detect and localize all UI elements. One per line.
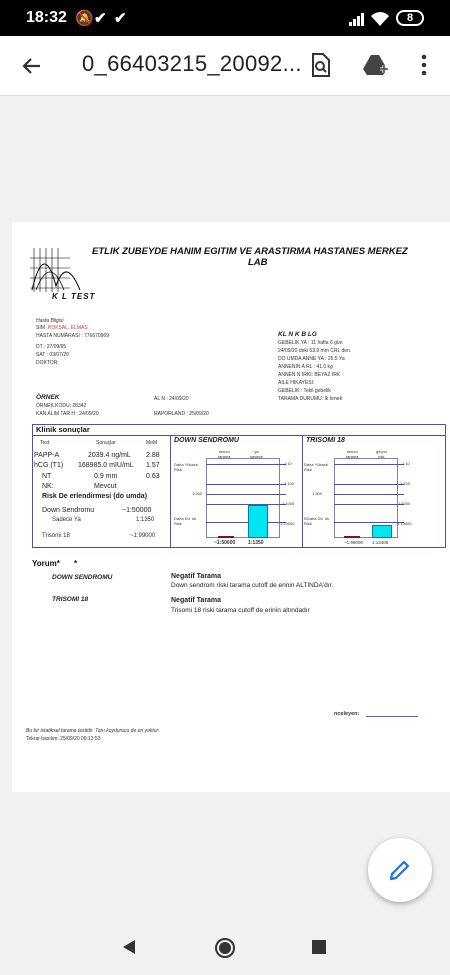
trisomy-tick-line <box>334 484 404 485</box>
down-chart-low-risk: Daha Dü ük Risk <box>174 516 197 526</box>
clinic-row: 24/09/20 deki 53.9 mm CRL den. <box>278 348 352 354</box>
signal-icon <box>348 12 366 26</box>
down-chart-high-risk: Daha Yüksek Risk <box>174 462 198 472</box>
down-age-bar <box>248 505 268 538</box>
battery-level: 8 <box>406 12 414 24</box>
results-divider-v1 <box>170 435 171 548</box>
system-nav-bar <box>0 920 450 975</box>
patient-name: KOKSAL, ELMAS <box>48 325 88 331</box>
trisomy-bottom-serum: ~1:99000 <box>344 540 363 545</box>
patient-sat: SAT : 03/07/20 <box>36 352 69 358</box>
comment-star: * <box>74 559 78 568</box>
clinic-row: TARAMA DURUMU: lk örnek <box>278 396 343 402</box>
trisomy-tick-line <box>334 494 404 495</box>
trisomy-tick: 1:300 <box>312 491 323 496</box>
result-test: hCG (T1) <box>34 462 64 469</box>
patient-heading: Hasta Bilgisi <box>36 318 64 324</box>
results-heading: Klinik sonuçlar <box>36 425 90 434</box>
down-tick-line <box>206 494 286 495</box>
down-risk-label: Down Sendromu <box>42 507 95 514</box>
patient-doctor: DOKTOR: <box>36 360 59 366</box>
footer-note: Bu bir istatiksel tarama testidir. Tanı koydurucu de eri yoktur. <box>26 728 160 734</box>
printed-at: Tekrar basılım: 25/09/20 09:13:53 <box>26 736 101 742</box>
result-mom: 0.63 <box>146 473 160 480</box>
logo-text: K L TEST <box>52 292 96 301</box>
pencil-icon <box>388 858 412 882</box>
download-done-icon: ✔ <box>94 10 107 27</box>
down-risk-value: ~1:50000 <box>122 507 152 514</box>
trisomy-chart-col1: serum tarama <box>346 449 359 459</box>
result-mom: 2.88 <box>146 452 160 459</box>
trisomy-tick: 1:1000 <box>398 501 411 506</box>
trisomy-chart-high-risk: Daha Yüksek Risk <box>304 462 328 472</box>
age-risk-label: Sadece Ya <box>52 517 81 523</box>
down-chart-col1: serum tarama <box>218 449 231 459</box>
down-bottom-age: 1:1350 <box>248 540 264 546</box>
trisomy-chart-col2: geçmi risk <box>376 449 387 459</box>
result-test: NK: <box>42 483 54 490</box>
trisomy-risk-label: Trisomi 18 <box>42 533 70 539</box>
down-tick: 1:10000 <box>280 521 295 526</box>
app-toolbar <box>0 36 450 96</box>
clinic-row: GEBELIK : Tekil gebelik <box>278 388 331 394</box>
down-tick-line <box>206 464 286 465</box>
reviewer-signature-line <box>366 716 418 717</box>
wifi-icon <box>370 11 390 27</box>
down-tick: 1:100 <box>284 481 295 486</box>
nav-back-icon[interactable] <box>120 938 138 956</box>
result-value: 0.9 mm <box>94 473 118 480</box>
patient-dt: DT : 27/09/95 <box>36 344 67 350</box>
down-tick-line <box>206 522 286 523</box>
trisomy-chart-low-risk: DDaha Dü ük Risk <box>304 516 330 526</box>
down-tick: 1:10 <box>284 461 292 466</box>
results-divider <box>32 435 446 436</box>
results-divider-v2 <box>302 435 303 548</box>
add-to-drive-icon[interactable] <box>362 52 390 78</box>
lab-logo-icon <box>30 246 86 296</box>
trisomy-bottom-history: 1:13406 <box>372 540 389 545</box>
trisomy-tick: 1:10 <box>402 461 410 466</box>
result-test: PAPP-A <box>34 452 60 459</box>
clinic-row: DO UMDA ANNE YA : 25.5 Ya <box>278 356 345 362</box>
age-risk-value: 1:1350 <box>136 517 155 523</box>
comment-label: DOWN SENDROMU <box>52 574 113 581</box>
nav-recents-icon[interactable] <box>311 939 327 955</box>
down-tick: 1:1000 <box>282 501 295 506</box>
trisomy-history-bar <box>372 525 392 538</box>
sample-heading: ÖRNEK <box>36 394 60 401</box>
result-value: Mevcut <box>94 483 117 490</box>
down-tick-line <box>206 504 286 505</box>
col-mom: MoM <box>146 440 158 446</box>
status-bar <box>0 0 450 36</box>
edit-button[interactable] <box>368 838 432 902</box>
trisomy-serum-bar <box>344 536 360 538</box>
down-chart-col2: ya sadece <box>250 449 263 459</box>
hospital-lab: LAB <box>248 257 268 268</box>
sample-code: ÖRNEK KODU: 28342 <box>36 403 87 409</box>
down-tick: 1:250 <box>192 491 203 496</box>
patient-file-no: HASTA NUMARASI : 776670969 <box>36 333 109 339</box>
more-options-icon[interactable] <box>420 52 428 78</box>
battery-icon <box>396 10 424 26</box>
comment-heading: Yorum* <box>32 559 60 568</box>
trisomy-tick: 1:10000 <box>397 521 412 526</box>
trisomy-tick-line <box>334 464 404 465</box>
comment-result: Negatif Tarama <box>171 573 222 580</box>
document-title: 0_66403215_20092... <box>82 51 302 76</box>
clinic-heading: KL N K B LG <box>278 331 317 338</box>
trisomy-tick-line <box>334 522 404 523</box>
document-page <box>12 222 450 792</box>
nav-home-icon[interactable] <box>214 937 236 959</box>
clinic-row: GEBELIK YA : 11 hafta 6 gün <box>278 340 343 346</box>
hospital-name: ETLIK ZUBEYDE HANIM EGITIM VE ARASTIRMA HASTANES MERKEZ <box>92 246 408 257</box>
clinic-row: AILE HIKAYESI: <box>278 380 315 386</box>
patient-name-label: SIM <box>36 325 45 331</box>
comment-text: Down sendrom riski tarama cutoff de erinin ALTINDA'dır. <box>171 582 334 589</box>
trisomy-chart-title: TRISOMI 18 <box>306 437 345 444</box>
reviewer-label: nceleyen: <box>334 711 360 717</box>
download-done-icon-2: ✔ <box>114 10 127 27</box>
status-time: 18:32 <box>26 9 67 26</box>
result-mom: 1.57 <box>146 462 160 469</box>
trisomy-tick-line <box>334 504 404 505</box>
trisomy-tick: 1:100 <box>400 481 411 486</box>
down-serum-bar <box>218 536 234 538</box>
risk-heading: Risk De erlendirmesi (do umda) <box>42 493 148 500</box>
down-bottom-serum: ~1:50000 <box>214 540 236 546</box>
down-chart-plot <box>206 458 280 538</box>
mute-notification-icon: 🔕 <box>75 10 94 27</box>
sample-draw-date: KAN ALIM TAR H : 24/09/20 <box>36 411 99 417</box>
result-value: 2039.4 ng/mL <box>88 452 131 459</box>
trisomy-risk-value: ~1:99000 <box>130 533 156 539</box>
down-chart-title: DOWN SENDROMU <box>174 437 239 444</box>
col-test: Test <box>40 440 50 446</box>
find-in-page-icon[interactable] <box>309 52 333 78</box>
clinic-row: ANNENIN A RL : 41.0 kg <box>278 364 333 370</box>
comment-text: Trisomi 18 riski tarama cutoff de erinin altındadır <box>171 607 310 614</box>
sample-report-date: RAPORLAND : 25/09/20 <box>154 411 209 417</box>
result-value: 168985.0 mIU/mL <box>78 462 134 469</box>
back-arrow-icon[interactable] <box>20 54 44 78</box>
result-test: NT <box>42 473 52 480</box>
down-tick-line <box>206 484 286 485</box>
col-result: Sonuçlar <box>96 440 116 446</box>
sample-accept-date: AL N : 24/09/20 <box>154 396 189 402</box>
clinic-row: ANNEN N IRKI: BEYAZ IRK <box>278 372 341 378</box>
comment-result: Negatif Tarama <box>171 597 222 604</box>
comment-label: TRISOMI 18 <box>52 596 89 603</box>
